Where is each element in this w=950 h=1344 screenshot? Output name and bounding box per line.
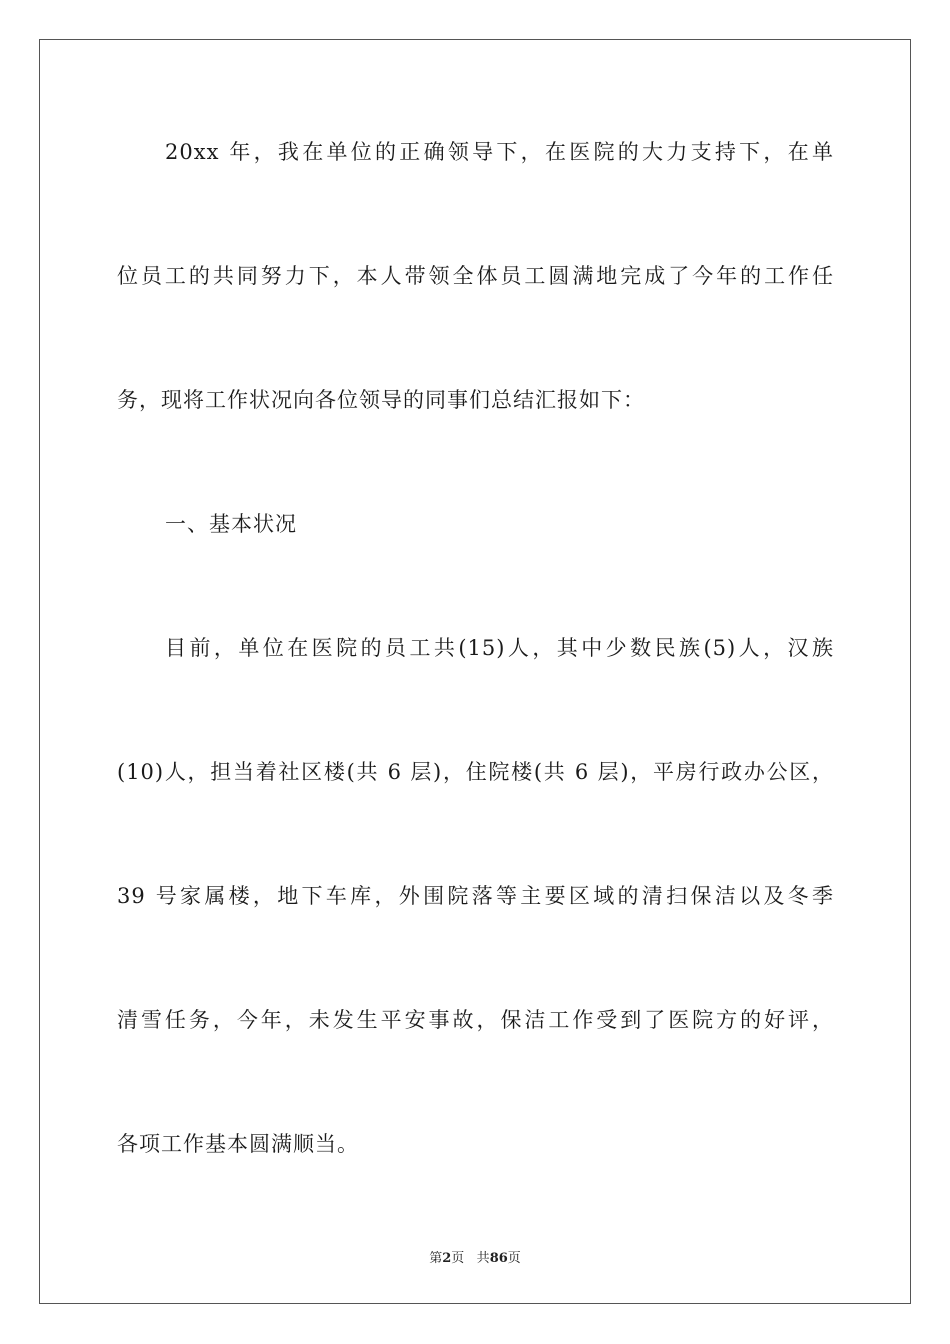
footer-total-number: 86 <box>489 1251 508 1266</box>
page-border <box>39 39 911 1304</box>
footer-page-prefix: 第 <box>429 1251 443 1266</box>
paragraph-2-line-3: 39 号家属楼，地下车库，外围院落等主要区域的清扫保洁以及冬季 <box>117 884 834 908</box>
footer-page-suffix: 页 <box>451 1251 465 1266</box>
paragraph-1-line-2: 位员工的共同努力下，本人带领全体员工圆满地完成了今年的工作任 <box>117 264 834 288</box>
footer-total-suffix: 页 <box>507 1251 521 1266</box>
paragraph-2-line-5: 各项工作基本圆满顺当。 <box>117 1132 359 1156</box>
paragraph-1-line-1: 20xx 年，我在单位的正确领导下，在医院的大力支持下，在单 <box>165 140 834 164</box>
paragraph-2-line-4: 清雪任务，今年，未发生平安事故，保洁工作受到了医院方的好评， <box>117 1008 834 1032</box>
page-footer <box>0 1247 950 1266</box>
footer-page-number: 2 <box>442 1251 452 1266</box>
section-heading: 一、基本状况 <box>165 512 297 536</box>
paragraph-2-line-1: 目前，单位在医院的员工共(15)人，其中少数民族(5)人，汉族 <box>165 636 834 660</box>
paragraph-1-line-3: 务，现将工作状况向各位领导的同事们总结汇报如下： <box>117 388 645 412</box>
paragraph-2-line-2: (10)人，担当着社区楼(共 6 层)，住院楼(共 6 层)，平房行政办公区， <box>117 760 834 784</box>
footer-total-prefix: 共 <box>476 1251 490 1266</box>
